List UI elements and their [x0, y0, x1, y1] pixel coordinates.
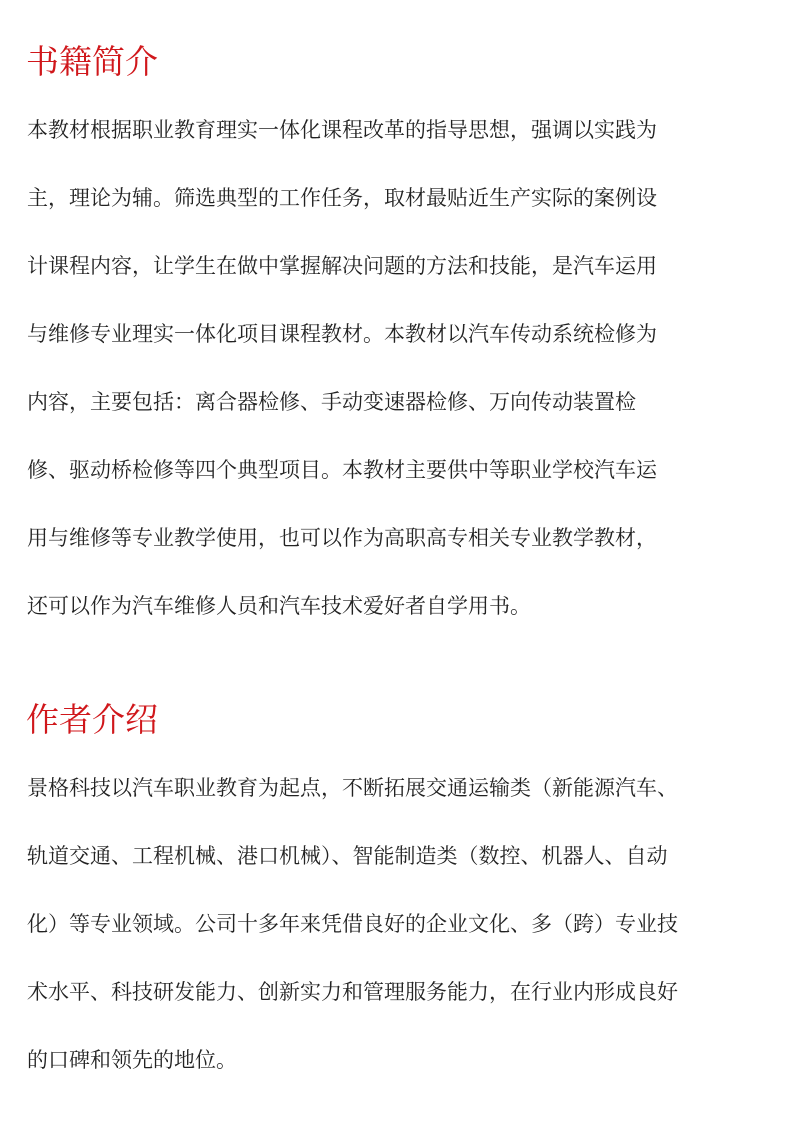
author-paragraph — [27, 754, 772, 1094]
intro-heading: 书籍简介 — [26, 42, 158, 81]
author-line: 的口碑和领先的地位。 — [27, 1048, 237, 1072]
intro-line: 与维修专业理实一体化项目课程教材。本教材以汽车传动系统检修为 — [27, 322, 657, 346]
author-heading: 作者介绍 — [26, 700, 158, 739]
intro-line: 内容，主要包括：离合器检修、手动变速器检修、万向传动装置检 — [27, 390, 636, 414]
intro-line: 用与维修等专业教学使用，也可以作为高职高专相关专业教学教材， — [27, 526, 657, 550]
intro-line: 还可以作为汽车维修人员和汽车技术爱好者自学用书。 — [27, 594, 531, 618]
intro-line: 本教材根据职业教育理实一体化课程改革的指导思想，强调以实践为 — [27, 118, 657, 142]
author-line: 景格科技以汽车职业教育为起点，不断拓展交通运输类（新能源汽车、 — [27, 776, 678, 800]
author-line: 化）等专业领域。公司十多年来凭借良好的企业文化、多（跨）专业技 — [27, 912, 678, 936]
intro-paragraph — [27, 96, 772, 640]
author-line: 轨道交通、工程机械、港口机械）、智能制造类（数控、机器人、自动 — [27, 844, 668, 868]
intro-line: 计课程内容，让学生在做中掌握解决问题的方法和技能，是汽车运用 — [27, 254, 657, 278]
intro-line: 主，理论为辅。筛选典型的工作任务，取材最贴近生产实际的案例设 — [27, 186, 657, 210]
author-line: 术水平、科技研发能力、创新实力和管理服务能力，在行业内形成良好 — [27, 980, 678, 1004]
intro-line: 修、驱动桥检修等四个典型项目。本教材主要供中等职业学校汽车运 — [27, 458, 657, 482]
